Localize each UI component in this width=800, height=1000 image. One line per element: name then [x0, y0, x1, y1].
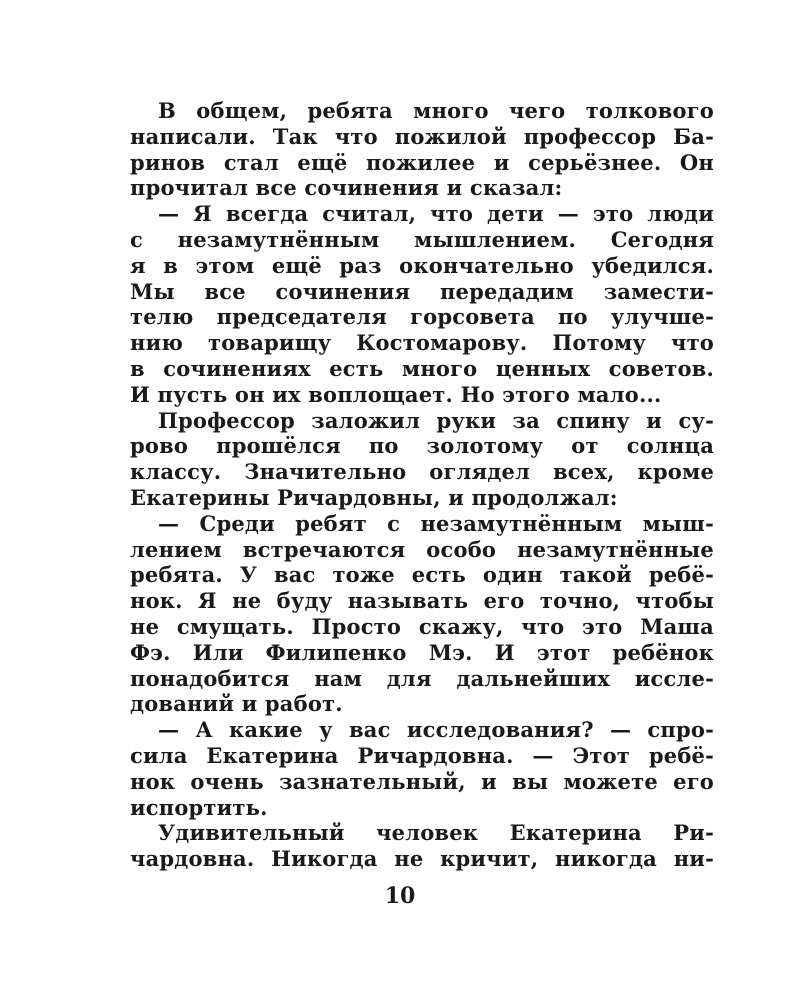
text-line: нок. Я не буду называть его точно, чтобы: [130, 588, 714, 614]
text-line: в сочинениях есть много ценных советов.: [130, 355, 714, 381]
text-line: Профессор заложил руки за спину и су-: [158, 407, 714, 433]
text-line: И пусть он их воплощает. Но этого мало...: [130, 381, 662, 407]
text-line: — Среди ребят с незамутнённым мыш-: [158, 510, 714, 536]
text-line: чардовна. Никогда не кричит, никогда ни-: [130, 846, 714, 872]
text-line: — Я всегда считал, что дети — это люди: [158, 201, 714, 227]
text-line: понадобится нам для дальнейших иссле-: [130, 665, 714, 691]
text-line: с незамутнённым мышлением. Сегодня: [130, 226, 714, 252]
text-line: В общем, ребята много чего толкового: [158, 98, 714, 123]
text-line: нок очень зазнательный, и вы можете его: [130, 768, 714, 794]
text-line: лением встречаются особо незамутнённые: [130, 536, 714, 562]
text-line: прочитал все сочинения и сказал:: [130, 175, 563, 201]
page-number: 10: [384, 883, 416, 909]
text-line: дований и работ.: [130, 691, 343, 717]
text-line: Екатерины Ричардовны, и продолжал:: [130, 484, 618, 510]
text-line: — А какие у вас исследования? — спро-: [158, 717, 714, 743]
text-line: написали. Так что пожилой профессор Ба-: [130, 123, 714, 149]
text-line: Мы все сочинения передадим замести-: [130, 278, 714, 304]
text-line: телю председателя горсовета по улучше-: [130, 304, 714, 330]
text-line: классу. Значительно оглядел всех, кроме: [130, 459, 714, 485]
text-line: я в этом ещё раз окончательно убедился.: [130, 252, 714, 278]
text-line: нию товарищу Костомарову. Потому что: [130, 330, 714, 356]
page-text: [130, 98, 714, 872]
text-line: Фэ. Или Филипенко Мэ. И этот ребёнок: [130, 639, 714, 665]
text-line: испортить.: [130, 794, 268, 820]
text-line: не смущать. Просто скажу, что это Маша: [130, 613, 714, 639]
text-line: Удивительный человек Екатерина Ри-: [158, 820, 714, 846]
text-line: ринов стал ещё пожилее и серьёзнее. Он: [130, 149, 714, 175]
text-line: сила Екатерина Ричардовна. — Этот ребё-: [130, 742, 714, 768]
text-line: ребята. У вас тоже есть один такой ребё-: [130, 562, 714, 588]
text-line: рово прошёлся по золотому от солнца: [130, 433, 714, 459]
